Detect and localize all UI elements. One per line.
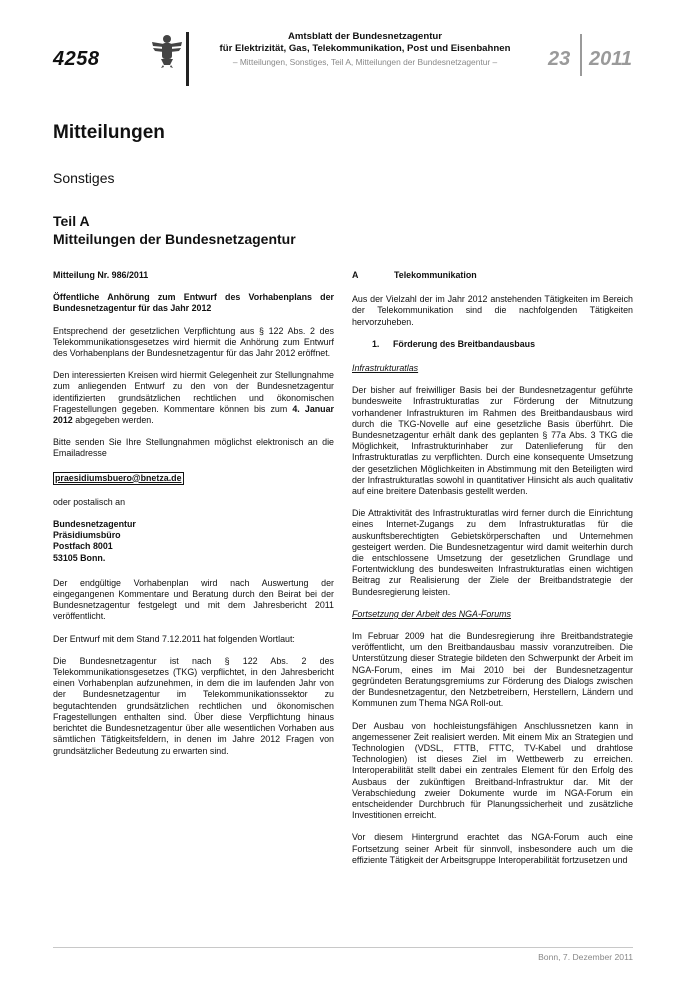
paragraph: Der Entwurf mit dem Stand 7.12.2011 hat folgenden Wortlaut: [53, 633, 295, 644]
address-line: 53105 Bonn. [53, 552, 106, 563]
address-line: Bundesnetzagentur [53, 519, 136, 530]
left-column [53, 270, 334, 768]
paragraph: oder postalisch an [53, 496, 126, 507]
section-key: A [352, 270, 359, 280]
paragraph: Der bisher auf freiwilliger Basis bei der Bundesnetzagentur geführte bundesweite Infrastrukturatlas zur Förderung der Mitnutzung vorhandener Infrastrukturen im Rahmen des Breitbandausbaus wird durch die TKG-Novelle auf eine gesetzliche Basis überführt. Die Bundesnetzagentur erhält dank des geplanten § 77a Abs. 3 TKG die Möglichkeit, Infrastrukturinhaber zur Datenlieferung für den Infrastrukturatlas zu verpflichten. Durch eine konsequente Umsetzung der gesetzlichen Möglichkeiten in Abstimmung mit den Beteiligten wird der Infrastrukturatlas sowohl in quantitativer Hinsicht als auch qualitativ auf eine breitere Datenbasis gestellt werden. [352, 385, 633, 497]
paragraph: Der Ausbau von hochleistungsfähigen Anschlussnetzen kann in angemessener Zeit realisiert werden. Mit einem Mix an Strategien und Technologien (VDSL, FTTB, FTTC, TV-Kabel und drahtlose Technologien) ist dieses Ziel im Wettbewerb zu erreichen. Interoperabilität stellt dabei ein zentrales Element für den Erfolg des Ausbaus der zukünftigen Breitband-Infrastruktur dar. Mit der Verabschiedung zweier Dokumente wurde im NGA-Forum ein entscheidender Durchbruch für Planungssicherheit und zusätzliche Investitionen erreicht. [352, 720, 633, 821]
part-title-line-1: Teil A [53, 213, 90, 229]
paragraph: Die Attraktivität des Infrastrukturatlas wird ferner durch die Einrichtung eines Internet-Zugangs zu dem Infrastrukturatlas für die auskunftsberechtigten Gebietskörperschaften und Unternehmen gesteigert werden. Die Bundesnetzagentur wird damit weiterhin durch die entschlossene Umsetzung der gesetzlichen Grundlage und Fortentwicklung des bundesweiten Infrastrukturatlas einen wichtigen Beitrag zur Realisierung der Ziele der Breitbandstrategie der Bundesregierung leisten. [352, 508, 633, 597]
paragraph: Entsprechend der gesetzlichen Verpflichtung aus § 122 Abs. 2 des Telekommunikationsgesetzes wird hiermit die Anhörung zum Entwurf des Vorhabenplans der Bundesnetzagentur für das Jahr 2012 eröffnet. [53, 325, 334, 359]
deadline-date: 4. Januar 2012 [53, 403, 334, 426]
issue-year: 2011 [589, 48, 633, 70]
paragraph: Vor diesem Hintergrund erachtet das NGA-Forum auch eine Fortsetzung seiner Arbeit für sinnvoll, insbesondere auch um die effiziente Tätigkeit der Arbeitsgruppe Interoperabilität fortzusetzen und [352, 832, 633, 865]
subsection-title: Förderung des Breitbandausbaus [393, 338, 536, 349]
paragraph: Der endgültige Vorhabenplan wird nach Auswertung der eingegangenen Kommentare und Beratung durch den Beirat bei der Bundesnetzagentur festgelegt und mit dem Jahresbericht 2011 veröffentlicht. [53, 577, 334, 622]
address-line: Präsidiumsbüro [53, 530, 121, 541]
subsection-heading [352, 339, 633, 350]
section-title: Telekommunikation [394, 270, 477, 280]
page-title: Mitteilungen [53, 122, 165, 143]
footer-date: Bonn, 7. Dezember 2011 [538, 952, 633, 962]
notice-title: Öffentliche Anhörung zum Entwurf des Vorhabenplans der Bundesnetzagentur für das Jahr 2012 [53, 292, 334, 314]
footer-divider [53, 947, 633, 948]
federal-eagle-icon [150, 32, 184, 68]
email-link[interactable]: praesidiumsbuero@bnetza.de [53, 472, 184, 485]
paragraph: Die Bundesnetzagentur ist nach § 122 Abs. 2 des Telekommunikationsgesetzes (TKG) verpflichtet, in den Jahresbericht einen Vorhabenplan aufzunehmen, in dem die im laufenden Jahr von der Bundesnetzagentur im Telekommunikationssektor zu begutachtenden grundsätzlichen rechtlichen und ökonomischen Fragestellungen enthalten sind. Über diese Verpflichtung hinaus berichtet die Bundesnetzagentur über alle wesentlichen Vorhaben aus sämtlichen Tätigkeitsfeldern, in denen im Jahre 2012 Fragen von grundsätzlicher Bedeutung zu erwarten sind. [53, 655, 334, 756]
journal-title-line-2: für Elektrizität, Gas, Telekommunikation, Post und Eisenbahnen [219, 43, 511, 54]
topic-heading: Infrastrukturatlas [352, 363, 419, 374]
paragraph-deadline [53, 370, 334, 426]
address-line: Postfach 8001 [53, 541, 113, 552]
notice-number: Mitteilung Nr. 986/2011 [53, 270, 149, 280]
paragraph: Im Februar 2009 hat die Bundesregierung ihre Breitbandstrategie veröffentlicht, um den Breitbandausbau massiv voranzutreiben. Die Unterstützung dieser Strategie bildeten den Schwerpunkt der Arbeit im NGA-Forum, eines im Mai 2010 bei der Bundesnetzagentur gegründeten Beratungsgremiums zur Förderung des Dialogs zwischen der Bundesnetzagentur, den Netzbetreibern, Herstellern, Ländern und Kommunen zum Thema NGA Roll-out. [352, 631, 633, 709]
text: abgegeben werden. [72, 415, 154, 426]
right-column [352, 270, 633, 877]
subsection-key: 1. [372, 338, 380, 349]
journal-title [200, 31, 530, 55]
part-title-line-2: Mitteilungen der Bundesnetzagentur [53, 231, 296, 247]
section-heading [352, 270, 633, 281]
journal-subtitle: – Mitteilungen, Sonstiges, Teil A, Mitteilungen der Bundesnetzagentur – [232, 57, 498, 67]
postal-address [53, 519, 334, 564]
text: Den interessierten Kreisen wird hiermit Gelegenheit zur Stellungnahme zum anliegenden Entwurf zu den von der Bundesnetzagentur identifizierten grundsätzlichen rechtlichen und ökonomischen Fragestellungen gegeben. Kommentare können bis zum [53, 370, 334, 414]
part-title [53, 212, 296, 248]
paragraph: Aus der Vielzahl der im Jahr 2012 anstehenden Tätigkeiten im Bereich der Telekommunikation sind die nachfolgenden Tätigkeiten hervorzuheben. [352, 294, 633, 327]
journal-title-line-1: Amtsblatt der Bundesnetzagentur [287, 31, 443, 42]
page-number: 4258 [53, 48, 100, 70]
issue-divider [580, 34, 582, 76]
header-divider [186, 32, 189, 86]
paragraph: Bitte senden Sie Ihre Stellungnahmen möglichst elektronisch an die Emailadresse [53, 437, 334, 459]
issue-number: 23 [548, 48, 571, 70]
category-title: Sonstiges [53, 170, 115, 186]
topic-heading: Fortsetzung der Arbeit des NGA-Forums [352, 608, 511, 619]
